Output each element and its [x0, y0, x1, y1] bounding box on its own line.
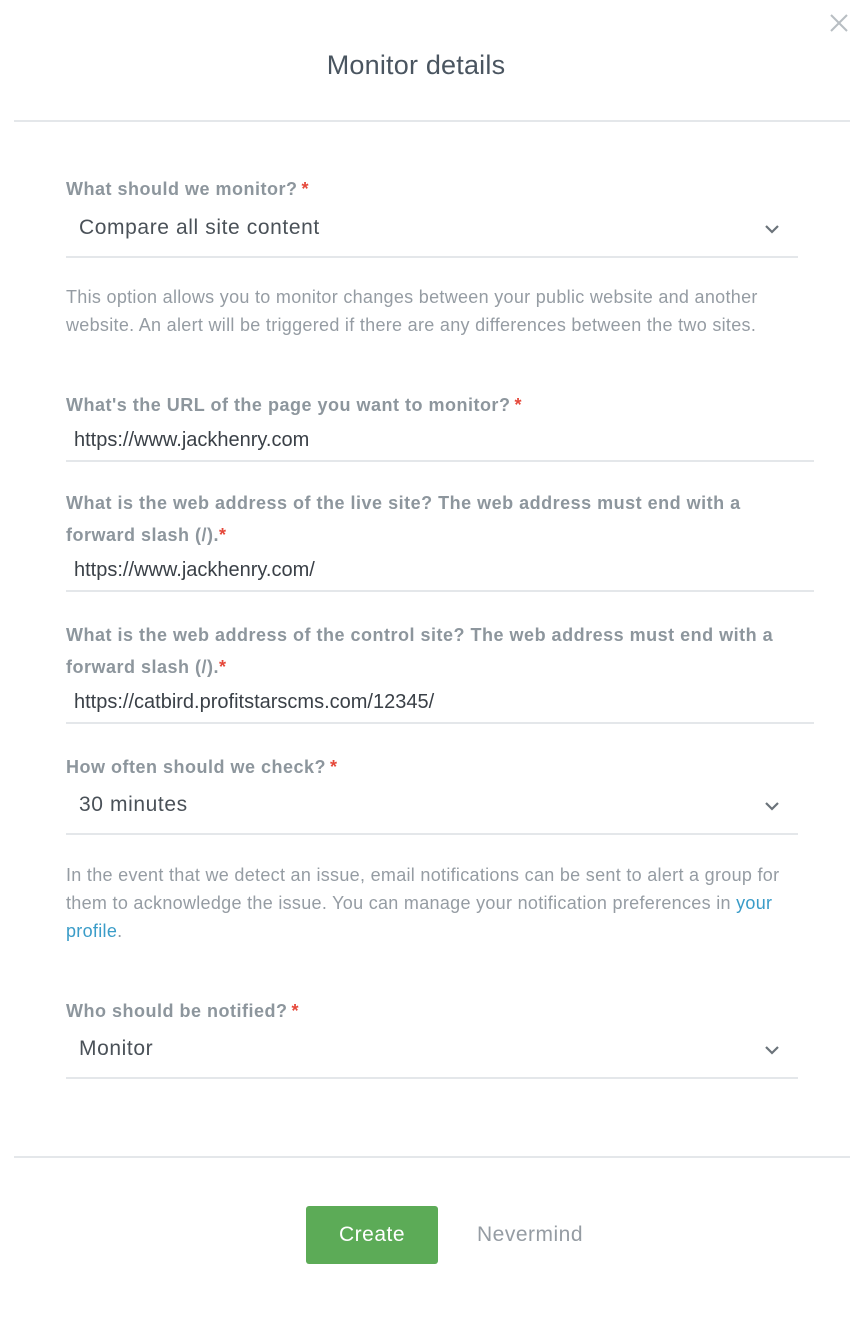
control-site-label: What is the web address of the control site? The web address must end with a forward slash (/).*	[66, 625, 774, 677]
nevermind-button[interactable]: Nevermind	[458, 1206, 602, 1264]
monitor-type-select[interactable]	[66, 208, 798, 258]
required-mark: *	[514, 395, 522, 415]
close-icon	[828, 12, 850, 34]
create-button[interactable]: Create	[306, 1206, 438, 1264]
dialog-title: Monitor details	[326, 50, 506, 80]
chevron-down-icon	[764, 222, 780, 240]
frequency-label: How often should we check? *	[66, 757, 338, 777]
page-url-label: What's the URL of the page you want to monitor? *	[66, 395, 522, 415]
notify-value: Monitor	[79, 1037, 154, 1060]
notify-select[interactable]	[66, 1029, 798, 1079]
monitor-type-help: This option allows you to monitor changes between your public website and another website. An alert will be triggered if there are any differences between the two sites.	[66, 287, 758, 335]
monitor-type-label: What should we monitor? *	[66, 179, 309, 199]
control-site-input[interactable]	[66, 682, 814, 724]
notify-label: Who should be notified? *	[66, 1001, 299, 1021]
required-mark: *	[219, 657, 227, 677]
required-mark: *	[330, 757, 338, 777]
required-mark: *	[219, 525, 227, 545]
footer-divider	[14, 1156, 850, 1158]
required-mark: *	[291, 1001, 299, 1021]
frequency-select[interactable]	[66, 785, 798, 835]
frequency-value: 30 minutes	[79, 793, 188, 816]
required-mark: *	[301, 179, 309, 199]
your-profile-link[interactable]: your profile	[66, 893, 773, 941]
close-button[interactable]	[828, 12, 850, 34]
page-url-input[interactable]	[66, 420, 814, 462]
live-site-input[interactable]	[66, 550, 814, 592]
live-site-label: What is the web address of the live site? The web address must end with a forward slash (/).*	[66, 493, 741, 545]
chevron-down-icon	[764, 799, 780, 817]
chevron-down-icon	[764, 1043, 780, 1061]
monitor-type-value: Compare all site content	[79, 216, 320, 239]
notification-help: In the event that we detect an issue, email notifications can be sent to alert a group for them to acknowledge the issue. You can manage your notification preferences in your profile.	[66, 865, 780, 941]
header-divider	[14, 120, 850, 122]
